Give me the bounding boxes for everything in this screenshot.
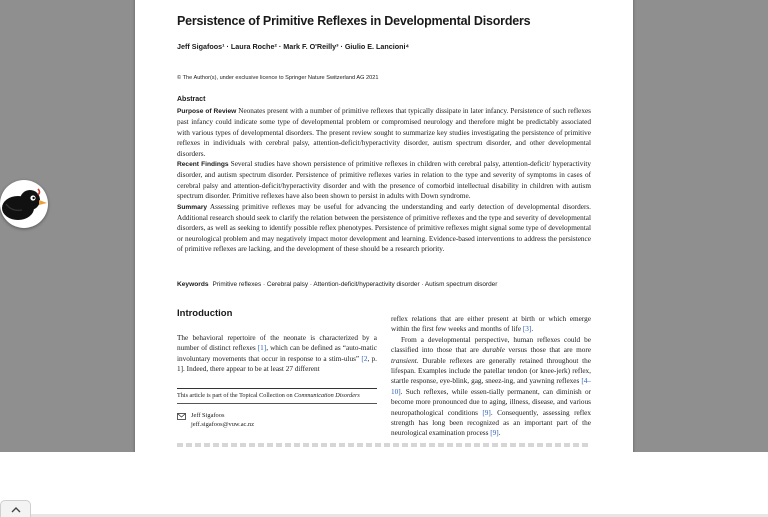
text-run: . bbox=[498, 429, 501, 438]
topical-collection-note bbox=[177, 392, 387, 399]
paragraph bbox=[391, 335, 591, 439]
bird-avatar-icon[interactable] bbox=[0, 180, 48, 228]
intro-paragraph bbox=[177, 333, 377, 375]
corresponding-author bbox=[191, 411, 371, 429]
right-column bbox=[391, 314, 591, 439]
keywords-label: Keywords bbox=[177, 281, 209, 288]
citation-link[interactable]: [9] bbox=[482, 408, 491, 417]
emphasis: durable bbox=[482, 346, 505, 355]
text-run: . Such reflexes, while essen-tially permanent, can diminish or become more pronounced due to aging, illness, disease, and various neuropathological conditions bbox=[391, 387, 591, 417]
left-column bbox=[177, 333, 377, 375]
paper-title: Persistence of Primitive Reflexes in Developmental Disorders bbox=[177, 14, 531, 28]
findings-label: Recent Findings bbox=[177, 161, 229, 169]
copyright-line: © The Author(s), under exclusive licence to Springer Nature Switzerland AG 2021 bbox=[177, 75, 379, 81]
abstract-heading: Abstract bbox=[177, 96, 206, 103]
chevron-up-icon bbox=[11, 506, 21, 513]
cut-off-text-line bbox=[177, 443, 591, 447]
text-run: . Durable reflexes are generally retained throughout the lifespan. Examples include the patellar tendon (or knee-jerk) reflex, startle response, eye-blink, gag, sneez-ing, and yawning reflexes bbox=[391, 356, 591, 386]
summary-label: Summary bbox=[177, 203, 208, 211]
purpose-label: Purpose of Review bbox=[177, 108, 237, 115]
citation-link[interactable]: [9] bbox=[490, 429, 499, 438]
text-run: , which can be defined as “auto-matic involuntary movements that occur in response to a stim-ulus” bbox=[177, 344, 377, 363]
purpose-text: Neonates present with a number of primitive reflexes that typically dissipate in later infancy. Persistence of such reflexes past infancy could indicate some type of developmental problem or compromised neurology and therefore might be predictably associated with various types of developmental disorders. The present review sought to summarize key studies investigating the persistence of primitive reflexes in individuals with cerebral palsy, attention-deficit/hyperactivity disorder, autism spectrum disorder, and other developmental disorders. bbox=[177, 107, 592, 158]
citation-link[interactable]: [2 bbox=[361, 354, 368, 363]
paragraph bbox=[391, 314, 591, 335]
text-run: . Consequently, assessing reflex strength has long been recognized as an important part of the neurological examination process bbox=[391, 408, 591, 438]
keywords-text: Primitive reflexes · Cerebral palsy · Attention-deficit/hyperactivity disorder · Autism spectrum disorder bbox=[212, 281, 498, 288]
collection-name: Communication Disorders bbox=[294, 392, 360, 399]
citation-link[interactable]: [3] bbox=[522, 325, 532, 334]
citation-link[interactable]: [1] bbox=[257, 344, 267, 353]
abstract-purpose bbox=[177, 106, 591, 159]
findings-text: Several studies have shown persistence of primitive reflexes in children with cerebral palsy, attention-deficit/ hyperactivity disorder, and autism spectrum disorder. Persistence of primitive reflexes varies in relation to the type and severity of symptoms in cases of cerebral palsy and attention-deficit/hyperactivity disorder and with the presence of comorbid intellectual disability in children with autism spectrum disorder. Primitive reflexes have also been shown to persist in adults with Down syndrome. bbox=[177, 160, 591, 201]
summary-text: Assessing primitive reflexes may be useful for advancing the understanding and early detection of developmental disorders. Additional research should seek to clarify the relation between the persistence of primitive reflexes and the type and severity of developmental disorders, as well as seeking to identify possible reflex phenotypes. Persistence of primitive reflexes might signal some type of developmental or neurological problem and may negatively impact motor development and learning. Evidence-based interventions to address the persistence of primitive reflexes are lacking, and the development of these should be a research priority. bbox=[177, 202, 591, 254]
introduction-heading: Introduction bbox=[177, 308, 233, 319]
scroll-up-button[interactable] bbox=[0, 500, 31, 517]
paper-authors: Jeff Sigafoos¹ · Laura Roche² · Mark F. O'Reilly³ · Giulio E. Lancioni⁴ bbox=[177, 42, 410, 51]
corresponding-email[interactable]: jeff.sigafoos@vuw.ac.nz bbox=[191, 421, 255, 428]
text-run: This article is part of the Topical Collection on bbox=[177, 392, 295, 399]
text-run: From a developmental perspective, human reflexes could be classified into those that are bbox=[391, 335, 591, 355]
divider bbox=[177, 388, 377, 389]
abstract-findings bbox=[177, 159, 591, 202]
pdf-page bbox=[135, 0, 633, 452]
text-run: reflex relations that are either present at birth or which emerge within the first few weeks and months of life bbox=[391, 315, 591, 334]
abstract-summary bbox=[177, 202, 591, 255]
bottom-bar bbox=[0, 452, 768, 517]
divider bbox=[177, 403, 377, 404]
citation-link[interactable]: [4–10] bbox=[391, 377, 591, 396]
text-run: . bbox=[531, 325, 534, 334]
text-run: , p. 1]. Indeed, there appear to be at least 27 different bbox=[177, 354, 377, 374]
corresponding-name: Jeff Sigafoos bbox=[191, 412, 225, 419]
text-run: The behavioral repertoire of the neonate is characterized by a number of distinct reflexes bbox=[177, 334, 377, 353]
keywords bbox=[177, 281, 597, 288]
abstract-body bbox=[177, 106, 591, 255]
bird-icon bbox=[0, 180, 48, 228]
text-run: versus those that are more bbox=[504, 346, 592, 355]
envelope-icon bbox=[177, 413, 186, 420]
emphasis: transient bbox=[391, 356, 417, 365]
